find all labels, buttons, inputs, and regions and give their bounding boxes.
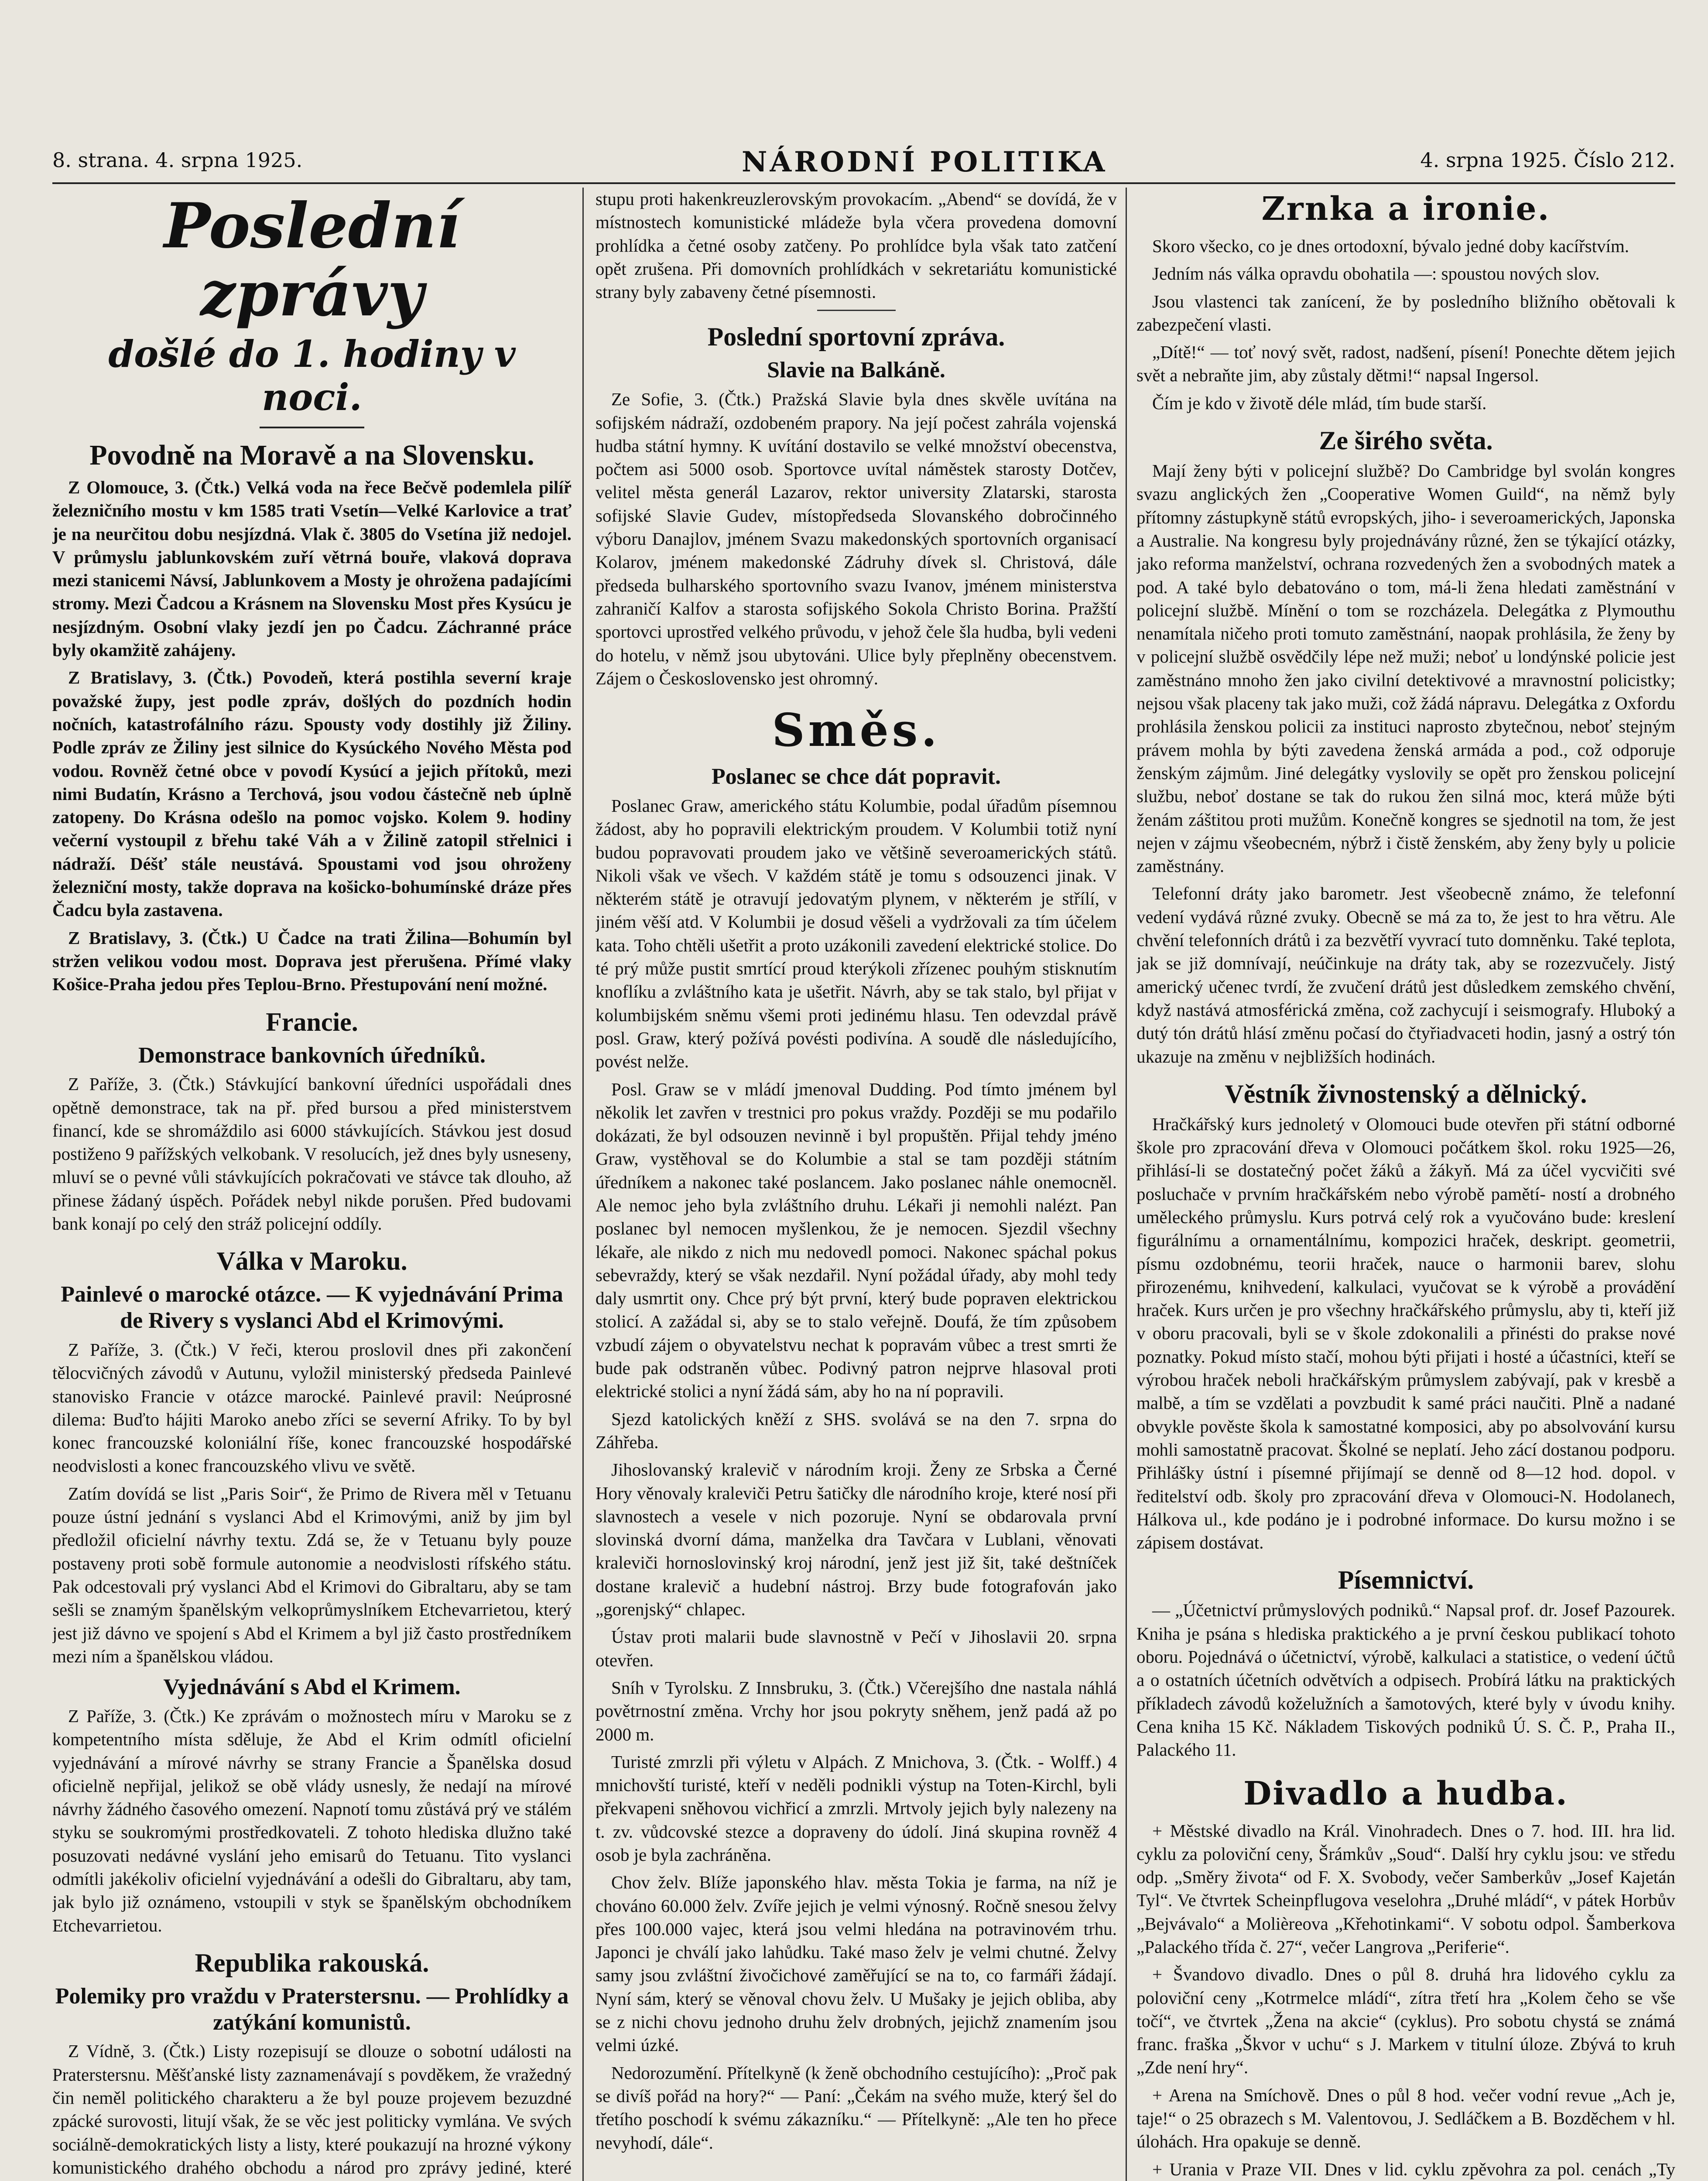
article-paragraph: stupu proti hakenkreuzlerovským provokacím. „Abend“ se dovídá, že v místnostech komunistické mládeže byla včera provedena domovní prohlídka a četné osoby zatčeny. Po prohlídce byla však tato zatčení opět zrušena. Při domovních prohlídkách v sekretariátu komunistické strany byly zabaveny četné písemnosti. (596, 189, 1117, 302)
section-heading-world: Ze širého světa. (1319, 426, 1493, 455)
article-heading-graw: Poslanec se chce dát popravit. (712, 764, 1001, 790)
column-divider-1 (582, 188, 584, 2181)
article-heading-france: Francie. (266, 1007, 358, 1036)
news-item: Sníh v Tyrolsku. Z Innsbruku, 3. (Čtk.) Včerejšího dne nastala náhlá povětrnostní změna. Vrchy hor jsou pokryty sněhem, jenž padá až po 2000 m. (596, 1677, 1117, 1744)
article-paragraph: Z Paříže, 3. (Čtk.) Ke zprávám o možnostech míru v Maroku se z kompetentního místa sděluje, že Abd el Krim odmítl oficielní vyjednávání a mírové návrhy se strany Francie a Španělska dosud oficielně nepřijal, jelikož se obě vlády usnesly, že nedají na mírové návrhy žádného časového omezení. Napnotí tomu zůstává prý ve stálém styku se soukromými prostředkovateli. Z tohoto hlediska dlužno také posuzovati nedávné vyslání jeho emisarů do Tetuanu. Tito vyslanci odmítli jakékoliv oficielní vyjednávání a odešli do Gibraltaru, aby tam, jak bylo již oznámeno, vstoupili v styk se španělským obchodníkem Etchevarrietou. (52, 1706, 572, 1935)
divider (260, 427, 364, 428)
aphorism: Jedním nás válka opravdu obohatila —: spoustou nových slov. (1152, 263, 1600, 284)
article-paragraph: Ze Sofie, 3. (Čtk.) Pražská Slavie byla dnes skvěle uvítána na sofijském nádraží, ozdobeném prapory. Na její počest zahrála vojenská hudba státní hymny. K uvítání dostavilo se velké množství obecenstva, počtem asi 5000 osob. Sportovce uvítal náměstek starosty Dotčev, velitel města generál Lazarov, rektor university Zlatarski, starosta sofijské Slavie Gudev, místopředseda Slovanského dobročinného výboru Danajlov, jménem Svazu makedonských sportovních organisací Kolarov, jménem makedonské Zádruhy dívek sl. Christová, dále předseda bulharského sportovního svazu Ivanov, jménem ministerstva zahraničí Kalfov a starosta sofijského Sokola Christo Borina. Pražští sportovci uprostřed velkého průvodu, v jehož čele šla hudba, byli vedeni do hotelu, v němž jsou ubytováni. Ulice byly přeplněny obecenstvem. Zájem o Československo jest ohromný. (596, 389, 1117, 688)
issue-date-number: 4. srpna 1925. Číslo 212. (1420, 148, 1675, 172)
news-item: Ústav proti malarii bude slavnostně v Pečí v Jihoslavii 20. srpna otevřen. (596, 1627, 1117, 1670)
aphorism: Skoro všecko, co je dnes ortodoxní, bývalo jedné doby kacířstvím. (1152, 236, 1629, 256)
article-heading-floods: Povodně na Moravě a na Slovensku. (89, 439, 534, 472)
article-subheading: Polemiky pro vraždu v Praterstersnu. — Prohlídky a zatýkání komunistů. (55, 1983, 569, 2035)
news-item: Nedorozumění. Přítelkyně (k ženě obchodního cestujícího): „Proč pak se divíš pořád na hory?“ — Paní: „Čekám na svého muže, který šel do třetího poschodí k svému zákazníku.“ — Přítelkyně: „Ale ten ho přece nevyhodí, dále“. (596, 2062, 1117, 2153)
article-paragraph: Telefonní dráty jako barometr. Jest všeobecně známo, že telefonní vedení vydává různé zvuky. Obecně se má za to, že jest to hra větru. Ale chvění telefonních drátů i za bezvětří vyvrací tuto domněnku. Také teplota, jak se již domnívají, neúčinkuje na dráty tak, aby se rozezvučely. Jistý americký učenec tvrdí, že zvučení drátů jest důsledkem zemského chvění, když nastává atmosférická změna, což zachycují i seismografy. Hluboký a dutý tón drátů hlásí změnu počasí do čtyřiadvaceti hodin, jasný a ostrý tón ukazuje na změnu v nejbližších hodinách. (1136, 883, 1675, 1067)
page-date: 8. strana. 4. srpna 1925. (52, 148, 303, 172)
column-1 (52, 188, 572, 2181)
aphorism: Jsou vlastenci tak zanícení, že by posledního bližního obětovali k zabezpečení vlasti. (1136, 291, 1675, 335)
article-paragraph: + Městské divadlo na Král. Vinohradech. Dnes o 7. hod. III. hra lid. cyklu za poloviční ceny, Šrámkův „Soud“. Další hry cyklu jsou: ve středu odp. „Směry života“ od F. X. Svobody, večer Samberkův „Josef Kajetán Tyl“. Ve čtvrtek Scheinpflugova veselohra „Druhé mládí“, v pátek Horbův „Bejvávalo“ a Molièreova „Křehotinkami“. V sobotu odpol. Šamberkova „Palackého třída č. 27“, večer Langrova „Periferie“. (1136, 1820, 1675, 1957)
section-heading-divadlo: Divadlo a hudba. (1243, 1774, 1568, 1812)
article-paragraph: Z Olomouce, 3. (Čtk.) Velká voda na řece Bečvě podemlela pilíř železničního mostu v km 1585 trati Vsetín—Velké Karlovice a trať je na neurčitou dobu nesjízdná. Vlak č. 3805 do Vsetína již nedojel. V průmyslu jablunkovském zuří větrná bouře, vlaková doprava mezi stanicemi Návsí, Jablunkovem a Mosty je ohrožena padajícími stromy. Mezi Čadcou a Krásnem na Slovensku Most přes Kysúcu je nesjízdným. Osobní vlaky jezdí jen po Čadcu. Záchranné práce byly okamžitě zahájeny. (52, 477, 572, 660)
newspaper-name: NÁRODNÍ POLITIKA (742, 146, 1108, 178)
article-paragraph: + Švandovo divadlo. Dnes o půl 8. druhá hra lidového cyklu za poloviční ceny „Kotrmelce mládí“, zítra třetí hra „Kolem čeho se vše točí“, ve čtvrtek „Žena na akcie“ (cyklus). Pro sobotu chystá se známá franc. fraška „Škvor v uchu“ s J. Markem v titulní úloze. Zbývá to kruh „Zde není hry“. (1136, 1964, 1675, 2078)
article-paragraph: + Arena na Smíchově. Dnes o půl 8 hod. večer vodní revue „Ach je, taje!“ o 25 obrazech s M. Valentovou, J. Sedláčkem a B. Bozděchem v hl. úlohách. Hra opakuje se denně. (1136, 2085, 1675, 2152)
article-paragraph: Poslanec Graw, amerického státu Kolumbie, podal úřadům písemnou žádost, aby ho popravili elektrickým proudem. V Kolumbii totiž nyní budou popravovati proudem jako ve většině severoamerických států. Nikoli však ve všech. V každém státě je tomu s odsouzenci jinak. V některém státě je otravují jedovatým plynem, v některém je střílí, v jiném věší atd. V Kolumbii je dosud věšeli a vydržovali za tím účelem kata. Toho chtěli ušetřit a proto uzákonili zavedení elektrické stolice. Do té prý může pustit smrtící proud kterýkoli zřízenec pouhým stisknutím knoflíku a zvláštního kata je ušetřit. Návrh, aby se tak stalo, byl přijat v kolumbijském sněmu všemi proti jedinému hlasu. Ten odevzdal právě posl. Graw, který požívá povésti podivína. A soudě dle následujícího, povést nelže. (596, 795, 1117, 1072)
article-paragraph: Z Bratislavy, 3. (Čtk.) Povodeň, která postihla severní kraje považské župy, jest podle zpráv, došlých do pozdních hodin nočních, katastrofálního rázu. Spousty vody dostihly již Žiliny. Podle zpráv ze Žiliny jest silnice do Kysúckého Nového Města pod vodou. Rovněž četné obce v povodí Kysúcí a jejich přítoků, mezi nimi Budatín, Krásno a Terchová, jsou vodou částečně neb úplně zatopeny. Do Krásna odešlo na pomoc vojsko. Kolem 9. hodiny večerní vystoupil z břehu také Váh a v Žilině zatopil střelnici i nádraží. Déšť stále neustává. Spoustami vod jsou ohroženy železniční mosty, takže doprava na košicko-bohumínské dráze přes Čadcu byla zastavena. (52, 667, 572, 920)
article-heading-sport: Poslední sportovní zpráva. (707, 322, 1005, 352)
article-paragraph: + Urania v Praze VII. Dnes v lid. cyklu zpěvohra za pol. cenách „Ty (1152, 2159, 1675, 2179)
article-paragraph: — „Účetnictví průmyslových podniků.“ Napsal prof. dr. Josef Pazourek. Kniha je psána s hlediska praktického a je první českou publikací tohoto oboru. Pojednává o účetnictví, výrobě, kalkulaci a statistice, o vedení účtů a o ostatních účetních odvětvích a odpisech. Probírá látku na praktických příkladech závodů koželužních a šamotových, které byly v úvodu knihy. Cena kniha 15 Kč. Nákladem Tiskových podniků Ú. S. Č. P., Praha II., Palackého 11. (1136, 1600, 1675, 1760)
article-paragraph: Z Paříže, 3. (Čtk.) Stávkující bankovní úředníci uspořádali dnes opětně demonstrace, tak na př. před bursou a před ministerstvem financí, kde se shromáždilo asi 6000 stávkujících. Stávkou jest dosud postiženo 9 pařížských velkobank. V resolucích, jež dnes byly usneseny, mluví se o pevné vůli stávkujících pokračovati ve stávce tak dlouho, až přinese žádaný úspěch. Pořádek nebyl nikde porušen. Před budovami bank konají po celý den stráž policejní oddíly. (52, 1074, 572, 1234)
article-paragraph: Z Bratislavy, 3. (Čtk.) U Čadce na trati Žilina—Bohumín byl stržen velikou vodou most. Doprava jest přerušena. Přímé vlaky Košice-Praha jedou přes Teplou-Brno. Přestupování není možné. (52, 927, 572, 995)
article-paragraph: Hračkářský kurs jednoletý v Olomouci bude otevřen při státní odborné škole pro zpracování dřeva v Olomouci počátkem škol. roku 1925—26, přihlásí-li se dostatečný počet žáků a žákyň. Má za účel vycvičiti své posluchače v prvním hračkářském nebo výrobě pamětí- ností a drobného uměleckého průmyslu. Kurs potrvá celý rok a vyučováno bude: kreslení figurálnímu a ornamentálnímu, kompozici hraček, deskript. geometrii, písmu ozdobnému, teorii hraček, nauce o harmonii barev, slohu přirozenému, knihvedení, kalkulaci, vyučovat se k výrobě a provádění hraček. Kurs určen je pro všechny hračkářského průmyslu, aby ti, kteří již v oboru pracovali, byli se v škole zdokonalili a přinésti do prakse nové poznatky. Pokud místo stačí, mohou býti přijati i hosté a účastníci, kteří se výrobou hraček neboli hračkářským průmyslem zabývají, pak v kresbě a malbě, a tím se vzdělati a povzbudit k samé práci naučiti. Plně a nadané obvykle pověste škola k samostatné komposici, aby po absolvování kursu mohli samostatně pracovat. Školné se neplatí. Jeho zácí dostanou podporu. Přihlášky ústní i písemné přijímají se denně od 8—12 hod. dopol. v ředitelství odb. školy pro zpracování dřeva v Olomouci-N. Hodolanech, Hálkova ul., kde podáno je i podrobné informace. Do kursu možno i se zápisem dostávat. (1136, 1114, 1675, 1553)
news-item: Jihoslovanský kralevič v národním kroji. Ženy ze Srbska a Černé Hory věnovaly kraleviči Petru šatičky dle národního kroje, které nosí při slavnostech a vesele v nich pozoruje. Nyní se obdarovala první slovinská dvorní dáma, manželka dra Tavčara v Lublani, věnovati kraleviči hornoslovinský kroj národní, jenž jest již šit, také deštníček dostane kralevič a hudební nástroj. Brzy bude fotografován jako „gorenjský“ chlapec. (596, 1460, 1117, 1620)
section-heading-vestnik: Věstník živnostenský a dělnický. (1225, 1079, 1587, 1108)
article-paragraph: Mají ženy býti v policejní službě? Do Cambridge byl svolán kongres svazu anglických žen „Cooperative Women Guild“, na němž byly přítomny zástupkyně států evropských, jiho- i severoamerických, Japonska a Australie. Na kongresu byly projednávány různé, žen se týkající otázky, jako reforma manželství, ochrana rozvedených žen a svobodných matek a pod. A také bylo debatováno o tom, má-li žena hledati zaměstnání v policejní službě. Mínění o tom se rozcházela. Delegátka z Plymouthu nenamítala ničeho proti tomuto zaměstnání, naopak prohlásila, že ženy by v policejní službě osvědčily lépe než muži; neboť u londýnské policie jest zaměstnáno mnoho žen jako civilní detektivové a mravnostní policistky; nejsou však placeny tak jako muži, což žádá nápravu. Delegátka z Oxfordu prohlásila ženskou policii za instituci naprosto zbytečnou, neboť stejným právem mohla by býti zavedena ženská armáda a pod., což odporuje ženským zájmům. Jiné delegátky vyslovily se opět pro ženskou policejní službu, neboť dostane se tak do rukou žen silná moc, která může býti ženám záštitou proti mužům. Konečně kongres se sjednotil na tom, že jest nejen v zájmu všeobecném, nýbrž i čistě ženském, aby ženy byly u policie zaměstnány. (1136, 461, 1675, 876)
section-masthead-subtitle: došlé do 1. hodiny v noci. (108, 332, 516, 419)
page-header (52, 148, 1675, 179)
article-subheading: Slavie na Balkáně. (767, 358, 945, 383)
article-paragraph: Posl. Graw se v mládí jmenoval Dudding. Pod tímto jménem byl několik let zavřen v trestnici pro pokus vraždy. Později se mu podařilo dokázati, že byl odsouzen nevinně i byl propuštěn. Přijal tehdy jméno Graw, vystěhoval se do Kolumbie a stal se tam později státním úředníkem a nakonec také poslancem. Jako poslanec náhle onemocněl. Ale nemoc jeho byla zvláštního druhu. Lékaři ji nemohli nalézt. Pan poslanec byl nemocen myšlenkou, že je nemocen. Sjezdil všechny lékaře, ale nikdo z nich mu nedovedl pomoci. Nakonec spáchal pokus sebevraždy, který se však nezdařil. Nyní požádal úřady, aby mohl tedy daly usmrtit ony. Chce prý být první, který bude popraven elektrickou stolicí. A zažádal si, aby se to stalo veřejně. Doufá, že tím způsobem vzbudí zájem o obyvatelstvu nechat k popravám vůbec a trest smrti že bude pak odstraněn vůbec. Podivný patron nejprve hlasoval proti elektrické stolici a nyní žádá sám, aby ho na ní popravili. (596, 1079, 1117, 1402)
news-item: Sjezd katolických kněží z SHS. svolává se na den 7. srpna do Záhřeba. (596, 1408, 1117, 1452)
article-paragraph: Z Paříže, 3. (Čtk.) V řeči, kterou proslovil dnes při zakončení tělocvičných závodů v Autunu, vyložil ministerský předseda Painlevé stanovisko Francie v otázce marocké. Painlevé pravil: Neúprosné dilema: Buďto hájiti Maroko anebo zříci se severní Afriky. To by byl konec francouzské koloniální říše, konec francouzské hospodářské neodvislosti a konec francouzského vlivu ve světě. (52, 1339, 572, 1476)
column-divider-2 (1126, 188, 1127, 2181)
aphorism: Čím je kdo v životě déle mlád, tím bude starší. (1152, 393, 1487, 413)
header-rule (52, 182, 1675, 184)
section-masthead-title: Poslední zprávy (164, 190, 460, 331)
news-item: Chov želv. Blíže japonského hlav. města Tokia je farma, na níž je chováno 60.000 želv. Zvíře jejich je velmi výnosný. Ročně snesou želvy přes 100.000 vajec, která jsou velmi hledána na potravinovém trhu. Japonci je chválí jako lahůdku. Také maso želv je velmi chutné. Želvy samy jsou zvláštní živočichové zaměřující se na to, co farmáři žádají. Nyní sám, který se věnoval chovu želv. U Mušaky je jejich obliba, aby se z nichi chovu jednoho druhu želv drobných, jejichž znamením jsou velmi úzké. (596, 1872, 1117, 2055)
article-heading-austria: Republika rakouská. (195, 1948, 429, 1977)
article-subheading: Demonstrace bankovních úředníků. (138, 1043, 486, 1068)
article-paragraph: Z Vídně, 3. (Čtk.) Listy rozepisují se dlouze o sobotní události na Praterstersnu. Měšťanské listy zaznamenávají s povděkem, že vražedný čin neměl politického charakteru a že byl pouze projevem bezuzdné zpácké surovosti, litují však, že se věc jest politicky vymlána. Ve svých sociálně-demokratických listy a listy, které poukazují na hrozné výkony komunistického drahého obchodu a národ pro zprávy jediné, které (52, 2041, 572, 2178)
column-3 (1136, 188, 1675, 2181)
news-item: Turisté zmrzli při výletu v Alpách. Z Mnichova, 3. (Čtk. - Wolff.) 4 mnichovští turisté, kteří v neděli podnikli výstup na Toten-Kirchl, byli překvapeni sněhovou vichřicí a zmrzli. Mrtvoly jejich byly nalezeny na t. zv. vůdcovské stezce a dopraveny do údolí. Jiná skupina rovněž 4 osob je byla zachráněna. (596, 1751, 1117, 1865)
aphorism: „Dítě!“ — toť nový svět, radost, nadšení, písení! Ponechte dětem jejich svět a nebraňte jim, aby zůstaly dětmi!“ napsal Ingersol. (1136, 342, 1675, 386)
section-heading-pisemnictvi: Písemnictví. (1338, 1566, 1474, 1595)
article-paragraph: Zatím dovídá se list „Paris Soir“, že Primo de Rivera měl v Tetuanu pouze ústní jednání s vyslanci Abd el Krimovými, aniž by jim byl předložil oficielní návrhy textu. Zdá se, že v Tetuanu byly pouze postaveny proti sobě formule autonomie a neodvislosti rífského státu. Pak odcestovali prý vyslanci Abd el Krimovi do Gibraltaru, aby se tam sešli se znamým španělským velkoprůmyslníkem Etchevarrietou, který jest již dávno ve spojení s Abd el Krimem a byl již často prostředníkem mezi ním a španělskou vládou. (52, 1483, 572, 1666)
article-subheading: Painlevé o marocké otázce. — K vyjednávání Prima de Rivery s vyslanci Abd el Krimovými. (61, 1282, 563, 1333)
divider (817, 310, 896, 311)
article-heading-morocco: Válka v Maroku. (216, 1247, 407, 1276)
column-2 (596, 188, 1117, 2181)
section-heading-irony: Zrnka a ironie. (1261, 190, 1551, 228)
section-heading-smes: Směs. (772, 703, 941, 757)
article-heading-abd-el-krim: Vyjednávání s Abd el Krimem. (163, 1675, 461, 1700)
